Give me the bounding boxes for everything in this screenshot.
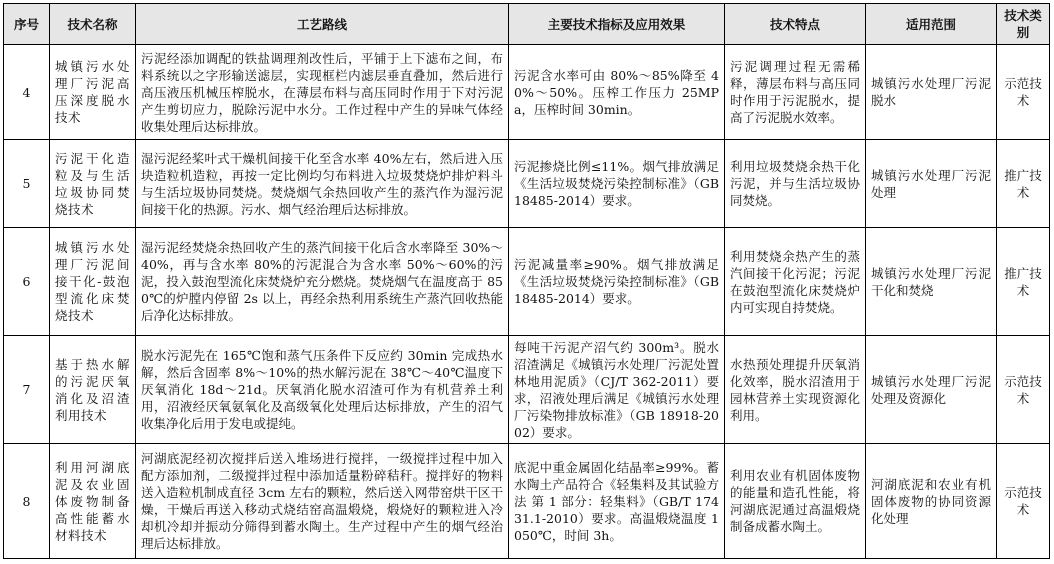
row-features: 利用垃圾焚烧余热干化污泥，并与生活垃圾协同焚烧。 — [725, 140, 866, 228]
header-indicators: 主要技术指标及应用效果 — [509, 4, 725, 45]
table-row — [4, 45, 1050, 140]
row-scope: 城镇污水处理厂污泥脱水 — [866, 45, 997, 140]
row-index: 5 — [4, 140, 50, 228]
row-category: 示范技术 — [997, 45, 1050, 140]
row-features: 污泥调理过程无需稀释，薄层布料与高压同时作用于污泥脱水，提高了污泥脱水效率。 — [725, 45, 866, 140]
row-features: 水热预处理提升厌氧消化效率，脱水沼渣用于园林营养土实现资源化利用。 — [725, 336, 866, 444]
row-name: 基于热水解的污泥厌氧消化及沼渣利用技术 — [50, 336, 136, 444]
row-indicators: 底泥中重金属固化结晶率≥99%。蓄水陶土产品符合《轻集料及其试验方法 第 1 部分：轻集料》（GB/T 17431.1-2010）要求。高温煅烧温度 1050℃，时间 3h。 — [509, 444, 725, 559]
table-row — [4, 228, 1050, 336]
row-category: 示范技术 — [997, 444, 1050, 559]
row-name: 利用河湖底泥及农业固体废物制备高性能蓄水材料技术 — [50, 444, 136, 559]
row-category: 示范技术 — [997, 336, 1050, 444]
header-index: 序号 — [4, 4, 50, 45]
header-row — [4, 4, 1050, 45]
row-scope: 城镇污水处理厂污泥处理 — [866, 140, 997, 228]
header-features: 技术特点 — [725, 4, 866, 45]
table-row — [4, 336, 1050, 444]
row-process: 湿污泥经焚烧余热回收产生的蒸汽间接干化后含水率降至 30%～40%，再与含水率 80%的污泥混合为含水率 50%～60%的污泥，投入鼓泡型流化床焚烧炉充分燃烧。焚烧烟气在温度高于 850℃的炉膛内停留 2s 以上，再经余热利用系统生产蒸汽回收热能后净化达标排放。 — [136, 228, 509, 336]
row-name: 污泥干化造粒及与生活垃圾协同焚烧技术 — [50, 140, 136, 228]
row-name: 城镇污水处理厂污泥间接干化-鼓泡型流化床焚烧技术 — [50, 228, 136, 336]
header-name: 技术名称 — [50, 4, 136, 45]
row-index: 6 — [4, 228, 50, 336]
technology-table — [3, 3, 1050, 559]
header-scope: 适用范围 — [866, 4, 997, 45]
row-indicators: 每吨干污泥产沼气约 300m³。脱水沼渣满足《城镇污水处理厂污泥处置 林地用泥质》（CJ/T 362-2011）要求，沼液处理后满足《城镇污水处理厂污染物排放标准》（GB 18918-2002）要求。 — [509, 336, 725, 444]
table-row — [4, 444, 1050, 559]
row-process: 湿污泥经桨叶式干燥机间接干化至含水率 40%左右，然后进入压块造粒机造粒，再按一定比例均匀布料进入垃圾焚烧炉排炉料斗与生活垃圾协同焚烧。焚烧烟气余热回收产生的蒸汽作为湿污泥间接干化的热源。污水、烟气经治理后达标排放。 — [136, 140, 509, 228]
row-category: 推广技术 — [997, 140, 1050, 228]
row-index: 8 — [4, 444, 50, 559]
header-process: 工艺路线 — [136, 4, 509, 45]
row-index: 4 — [4, 45, 50, 140]
row-scope: 城镇污水处理厂污泥处理及资源化 — [866, 336, 997, 444]
row-process: 污泥经添加调配的铁盐调理剂改性后，平铺于上下滤布之间，布料系统以之字形输送滤层，实现框栏内滤层垂直叠加，然后进行高压液压机械压榨脱水，在薄层布料与高压同时作用于下对污泥产生剪切应力，脱除污泥中水分。工作过程中产生的异味气体经收集处理后达标排放。 — [136, 45, 509, 140]
row-scope: 城镇污水处理厂污泥干化和焚烧 — [866, 228, 997, 336]
row-index: 7 — [4, 336, 50, 444]
row-features: 利用焚烧余热产生的蒸汽间接干化污泥；污泥在鼓泡型流化床焚烧炉内可实现自持焚烧。 — [725, 228, 866, 336]
row-category: 推广技术 — [997, 228, 1050, 336]
row-indicators: 污泥含水率可由 80%～85%降至 40%～50%。压榨工作压力 25MPa，压榨时间 30min。 — [509, 45, 725, 140]
table-header — [4, 4, 1050, 45]
row-indicators: 污泥减量率≥90%。烟气排放满足《生活垃圾焚烧污染控制标准》（GB 18485-2014）要求。 — [509, 228, 725, 336]
table-body — [4, 45, 1050, 559]
row-scope: 河湖底泥和农业有机固体废物的协同资源化处理 — [866, 444, 997, 559]
table-row — [4, 140, 1050, 228]
row-process: 河湖底泥经初次搅拌后送入堆场进行搅拌，一级搅拌过程中加入配方添加剂，二级搅拌过程中添加适量粉碎秸秆。搅拌好的物料送入造粒机制成直径 3cm 左右的颗粒，然后送入网带窑烘干区干燥，干燥后再送入移动式烧结窑高温煅烧，煅烧好的颗粒进入冷却机冷却并振动分筛得到蓄水陶土。生产过程中产生的烟气经治理后达标排放。 — [136, 444, 509, 559]
row-name: 城镇污水处理厂污泥高压深度脱水技术 — [50, 45, 136, 140]
row-features: 利用农业有机固体废物的能量和造孔性能，将河湖底泥通过高温煅烧制备成蓄水陶土。 — [725, 444, 866, 559]
row-process: 脱水污泥先在 165℃饱和蒸气压条件下反应约 30min 完成热水解，然后含固率 8%～10%的热水解污泥在 38℃～40℃温度下厌氧消化 18d～21d。厌氧消化脱水沼渣可作为有机营养土利用，沼液经厌氧氨氧化及高级氧化处理后达标排放，产生的沼气收集净化后用于发电或提纯。 — [136, 336, 509, 444]
header-category: 技术类别 — [997, 4, 1050, 45]
row-indicators: 污泥掺烧比例≤11%。烟气排放满足《生活垃圾焚烧污染控制标准》（GB 18485-2014）要求。 — [509, 140, 725, 228]
